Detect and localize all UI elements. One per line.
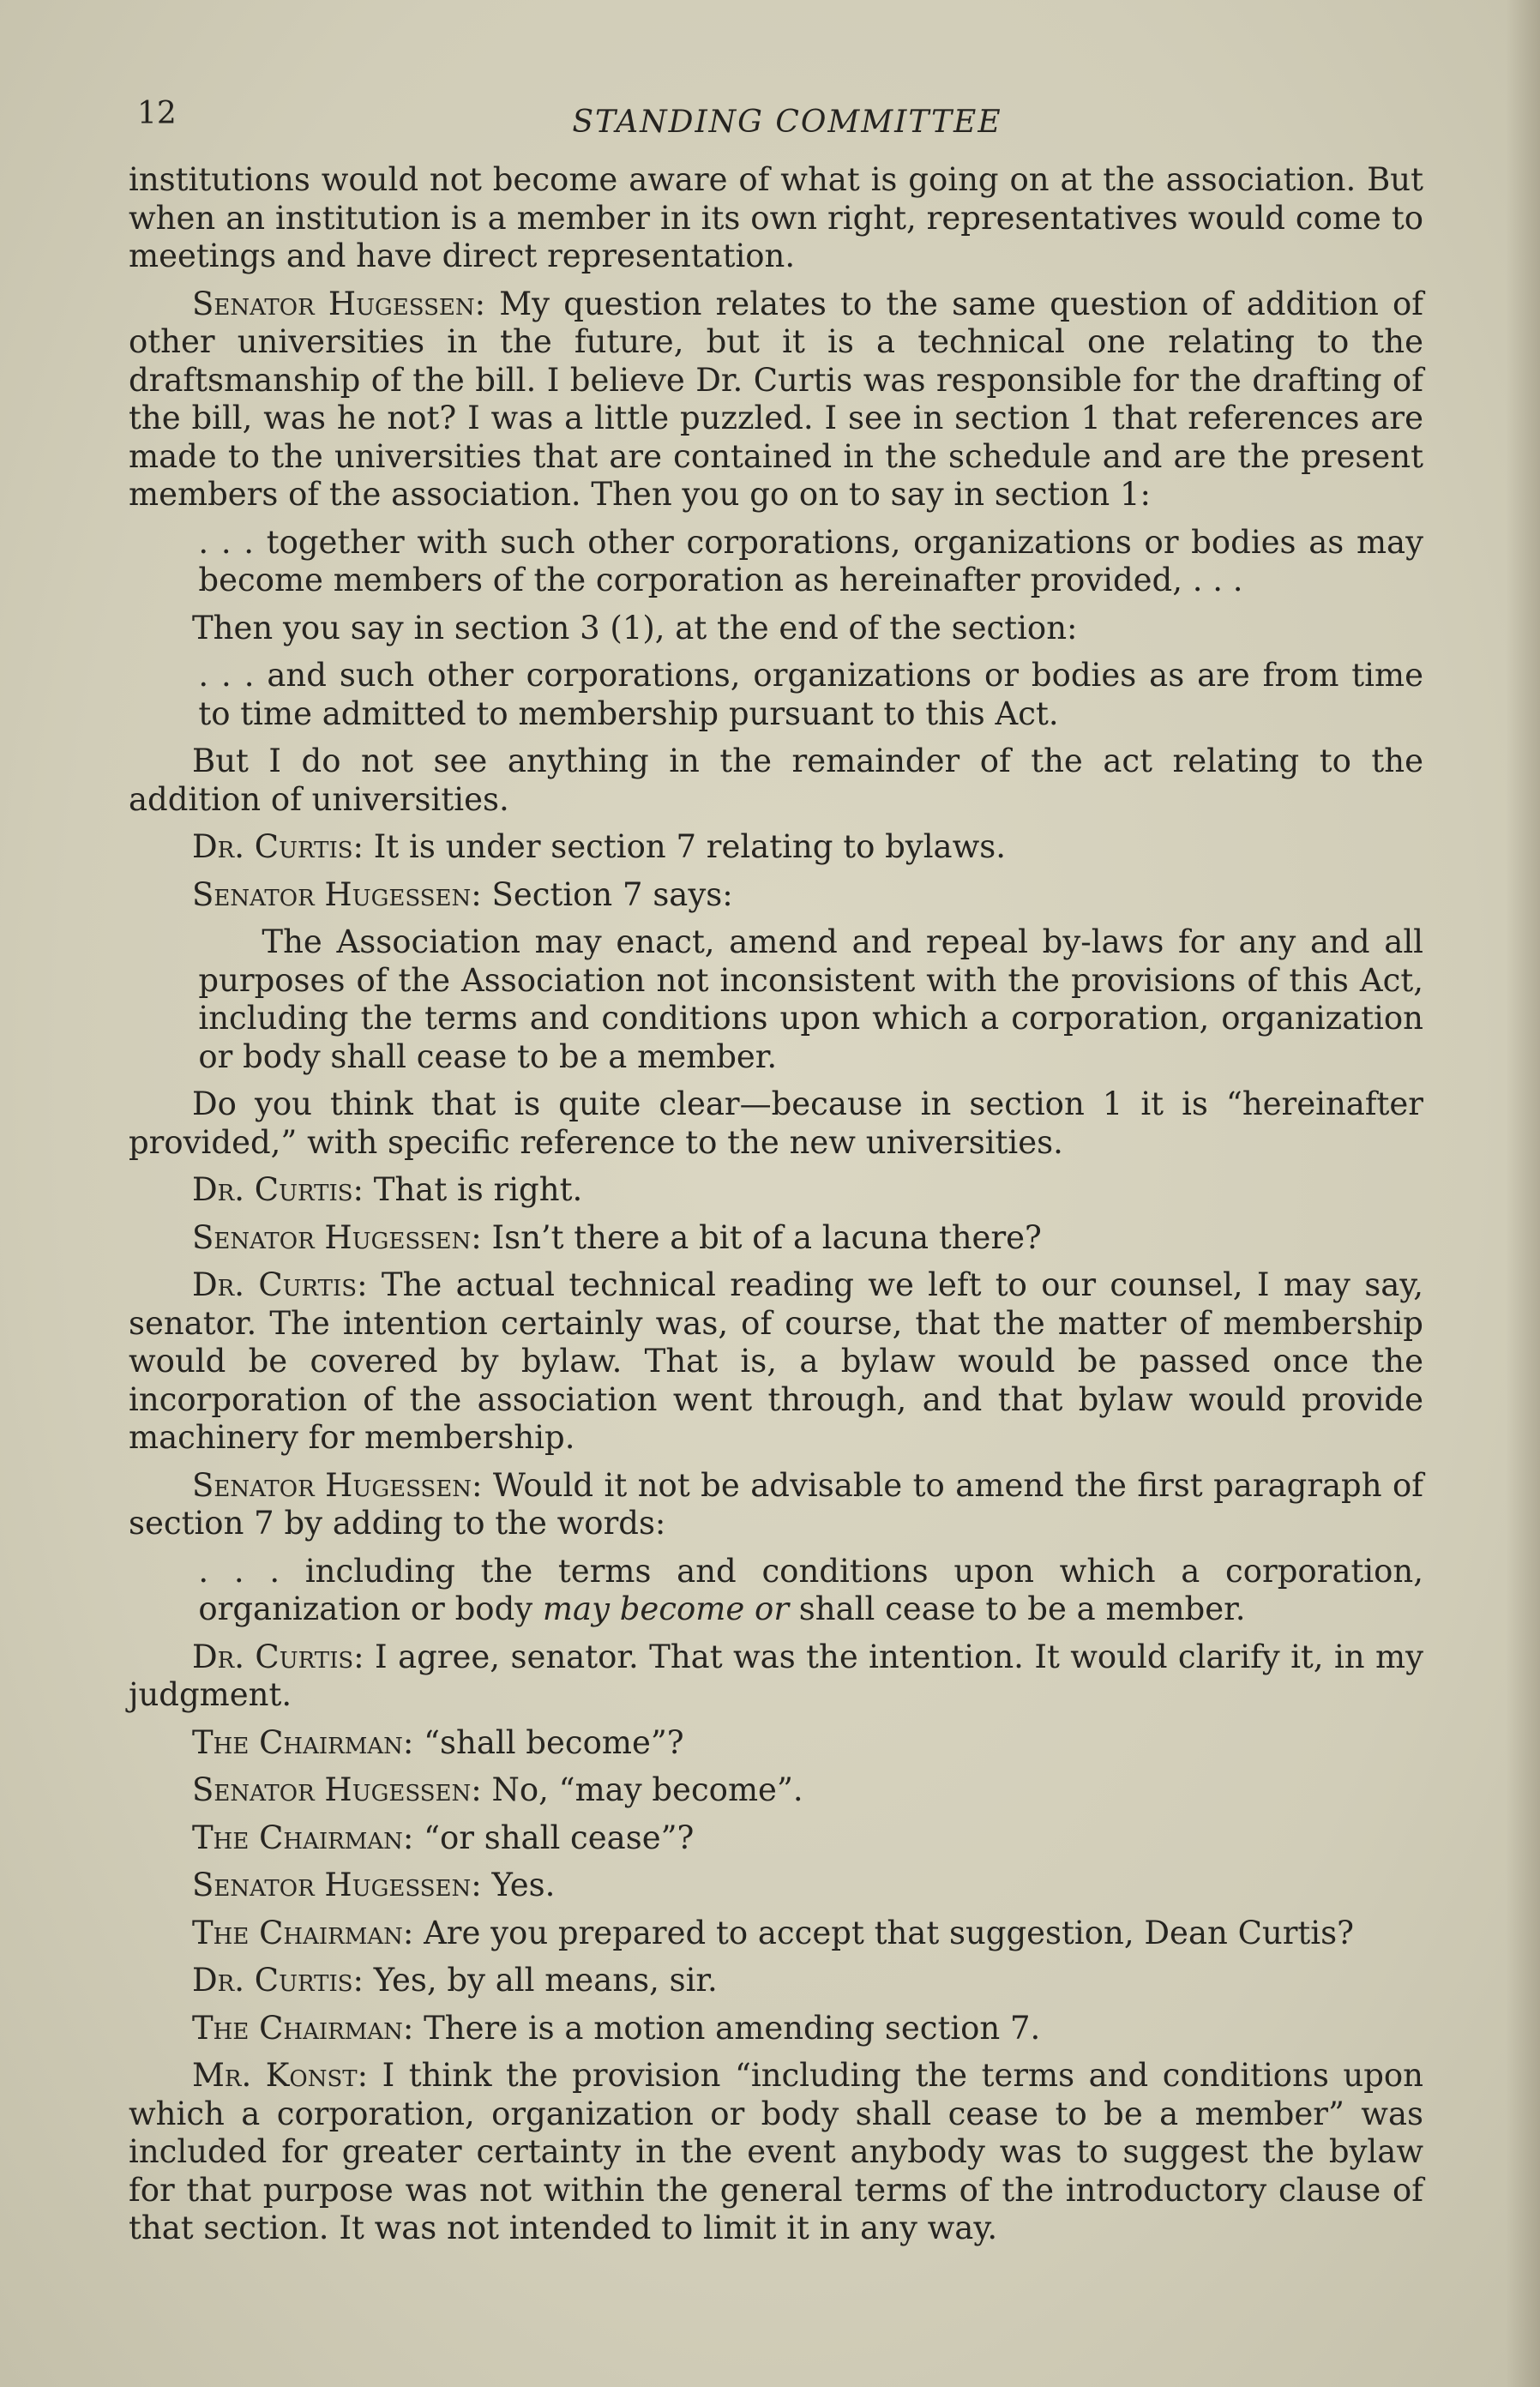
speaker: Dr. Curtis: bbox=[192, 1638, 364, 1675]
speaker: Mr. Konst: bbox=[192, 2057, 369, 2094]
page-header bbox=[0, 96, 1540, 147]
paragraph bbox=[129, 828, 1423, 867]
speaker: The Chairman: bbox=[192, 2009, 414, 2047]
paragraph bbox=[129, 1266, 1423, 1458]
speaker: Senator Hugessen: bbox=[192, 875, 482, 913]
speech-text: I think the provision “including the terms and conditions upon which a corporation, organization or body shall cease to be a member” was included for greater certainty in the event anybody was to suggest the bylaw for that purpose was not within the general terms of the introductory clause of that section. It was not intended to limit it in any way. bbox=[129, 2057, 1424, 2246]
quote-text: . . . including the terms and conditions upon which a corporation, organization or body bbox=[198, 1552, 1423, 1627]
speech-text: Are you prepared to accept that suggestion, Dean Curtis? bbox=[413, 1914, 1354, 1951]
speech-text: Would it not be advisable to amend the first paragraph of section 7 by adding to the words: bbox=[129, 1466, 1423, 1542]
speech-text: My question relates to the same question of addition of other universities in the future, but it is a technical one relating to the draftsmanship of the bill. I believe Dr. Curtis was responsible for the drafting of the bill, was he not? I was a little puzzled. I see in section 1 that references are made to the universities that are contained in the schedule and are the present members of the association. Then you go on to say in section 1: bbox=[129, 285, 1423, 513]
paragraph bbox=[129, 1171, 1423, 1210]
paragraph bbox=[129, 2057, 1423, 2248]
paragraph: Do you think that is quite clear—because in section 1 it is “hereinafter provided,” with specific reference to the new universities. bbox=[129, 1085, 1423, 1161]
speech-text: “shall become”? bbox=[413, 1723, 684, 1761]
speech-text: Yes. bbox=[481, 1867, 556, 1903]
speaker: Senator Hugessen: bbox=[192, 1867, 482, 1903]
speaker: Dr. Curtis: bbox=[192, 1266, 368, 1303]
running-head: STANDING COMMITTEE bbox=[572, 105, 1002, 140]
block-quote bbox=[198, 1553, 1423, 1629]
paragraph bbox=[129, 286, 1423, 514]
speech-text: Yes, by all means, sir. bbox=[364, 1962, 718, 1999]
speaker: Dr. Curtis: bbox=[192, 828, 364, 865]
speaker: The Chairman: bbox=[192, 1723, 414, 1761]
speaker: Senator Hugessen: bbox=[192, 285, 486, 322]
paragraph bbox=[129, 1724, 1423, 1763]
speaker: Dr. Curtis: bbox=[192, 1962, 364, 1999]
speech-text: Section 7 says: bbox=[481, 875, 733, 913]
paragraph: Then you say in section 3 (1), at the end of the section: bbox=[192, 609, 1078, 646]
speaker: Senator Hugessen: bbox=[192, 1771, 482, 1808]
paragraph bbox=[129, 1467, 1423, 1543]
speech-text: “or shall cease”? bbox=[413, 1819, 695, 1856]
paragraph bbox=[129, 1819, 1423, 1858]
paragraph bbox=[129, 1638, 1423, 1715]
paragraph: But I do not see anything in the remainder of the act relating to the addition of universities. bbox=[129, 743, 1423, 818]
speech-text: Isn’t there a bit of a lacuna there? bbox=[481, 1218, 1042, 1256]
paragraph bbox=[129, 1219, 1423, 1258]
block-quote: The Association may enact, amend and repeal by-laws for any and all purposes of the Association not inconsistent with the provisions of this Act, including the terms and conditions upon which a corporation, organization or body shall cease to be a member. bbox=[198, 923, 1423, 1075]
speech-text: There is a motion amending section 7. bbox=[413, 2009, 1041, 2047]
paragraph bbox=[129, 1771, 1423, 1810]
speaker: Dr. Curtis: bbox=[192, 1171, 364, 1208]
page-body bbox=[129, 161, 1423, 2258]
speech-text: No, “may become”. bbox=[481, 1771, 803, 1808]
block-quote: . . . together with such other corporations, organizations or bodies as may become members of the corporation as hereinafter provided, . . . bbox=[198, 523, 1423, 598]
paragraph bbox=[129, 1962, 1423, 2000]
speech-text: It is under section 7 relating to bylaws. bbox=[364, 828, 1007, 865]
block-quote: . . . and such other corporations, organizations or bodies as are from time to time admitted to membership pursuant to this Act. bbox=[198, 657, 1423, 732]
speaker: Senator Hugessen: bbox=[192, 1466, 483, 1504]
speech-text: I agree, senator. That was the intention. It would clarify it, in my judgment. bbox=[129, 1638, 1423, 1713]
paragraph bbox=[129, 2010, 1423, 2048]
quote-text: shall cease to be a member. bbox=[789, 1590, 1246, 1627]
page-number: 12 bbox=[137, 96, 177, 131]
paragraph bbox=[129, 1915, 1423, 1953]
speaker: The Chairman: bbox=[192, 1819, 414, 1856]
speaker: The Chairman: bbox=[192, 1914, 414, 1951]
speaker: Senator Hugessen: bbox=[192, 1218, 482, 1256]
quote-emphasis: may become or bbox=[542, 1590, 790, 1627]
paragraph bbox=[129, 876, 1423, 915]
speech-text: The actual technical reading we left to our counsel, I may say, senator. The intention certainly was, of course, that the matter of membership would be covered by bylaw. That is, a bylaw would be passed once the incorporation of the association went through, and that bylaw would provide machinery for membership. bbox=[129, 1266, 1424, 1456]
paragraph: institutions would not become aware of what is going on at the association. But when an institution is a member in its own right, representatives would come to meetings and have direct representation. bbox=[129, 161, 1423, 274]
paragraph bbox=[129, 1867, 1423, 1905]
speech-text: That is right. bbox=[364, 1171, 583, 1208]
page-edge-shadow bbox=[1506, 0, 1540, 2387]
